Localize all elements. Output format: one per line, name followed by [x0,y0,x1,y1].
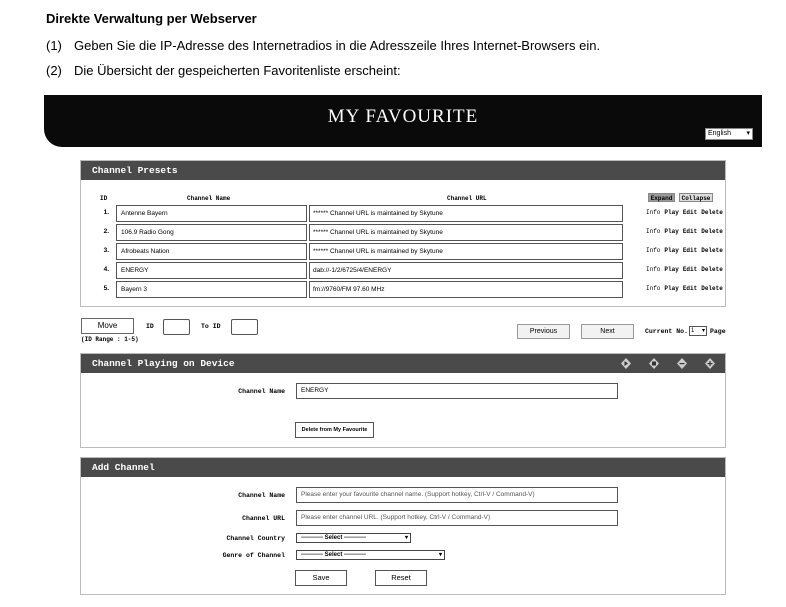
doc-step-2 [46,63,401,78]
preset-row [81,262,725,279]
app-title: MY FAVOURITE [327,106,479,127]
step-number: (2) [46,63,62,78]
delete-link[interactable]: Delete [701,266,723,273]
current-no-label: Current No. [645,328,688,335]
preset-actions [646,247,727,254]
collapse-button[interactable]: Collapse [679,193,713,202]
delete-from-favourite-button[interactable]: Delete from My Favourite [295,422,374,438]
next-button[interactable]: Next [581,324,634,339]
edit-link[interactable]: Edit [682,247,698,254]
channel-name-label: Channel Name [238,388,285,395]
preset-name-field[interactable]: ENERGY [116,262,307,279]
preset-id: 2. [103,228,109,235]
channel-presets-panel [80,160,726,307]
new-channel-url-input[interactable]: Please enter channel URL. (Support hotkey, Ctrl-V / Command-V) [296,510,618,526]
panel-title [81,354,725,373]
page-select[interactable] [689,326,707,336]
chevron-down-icon: ▾ [438,552,442,558]
edit-link[interactable]: Edit [682,285,698,292]
panel-title: Add Channel [81,458,725,477]
edit-link[interactable]: Edit [682,266,698,273]
preset-actions [646,209,727,216]
preset-name-field[interactable]: Antenne Bayern [116,205,307,222]
edit-link[interactable]: Edit [682,209,698,216]
info-link[interactable]: Info [646,247,661,254]
channel-playing-panel [80,353,726,448]
play-icon[interactable] [619,357,633,370]
info-link[interactable]: Info [646,209,661,216]
preset-url-field[interactable]: ****** Channel URL is maintained by Skytune [309,224,623,241]
chevron-down-icon: ▾ [701,328,705,334]
play-link[interactable]: Play [664,228,679,235]
delete-link[interactable]: Delete [701,209,723,216]
move-button[interactable]: Move [81,318,134,334]
from-id-input[interactable] [163,319,190,335]
reset-button[interactable]: Reset [375,570,427,586]
new-channel-name-input[interactable]: Please enter your favourite channel name. (Support hotkey, Ctrl-V / Command-V) [296,487,618,503]
preset-actions [646,266,727,273]
column-header-name: Channel Name [187,195,231,202]
play-link[interactable]: Play [664,209,679,216]
chevron-down-icon: ▾ [746,130,750,137]
delete-link[interactable]: Delete [701,247,723,254]
id-label: ID [146,323,154,330]
preset-id: 3. [103,247,109,254]
id-range-label: (ID Range : 1-5) [81,336,139,343]
play-link[interactable]: Play [664,266,679,273]
save-button[interactable]: Save [295,570,347,586]
preset-url-field[interactable]: fm://9760/FM 97.60 MHz [309,281,623,298]
info-link[interactable]: Info [646,228,661,235]
to-id-input[interactable] [231,319,258,335]
panel-title: Channel Presets [81,161,725,180]
app-header [44,95,762,147]
preset-actions [646,228,727,235]
preset-name-field[interactable]: 106.9 Radio Gong [116,224,307,241]
delete-link[interactable]: Delete [701,285,723,292]
edit-link[interactable]: Edit [682,228,698,235]
page-value: 1 [691,328,695,334]
preset-name-field[interactable]: Bayern 3 [116,281,307,298]
step-number: (1) [46,38,62,53]
preset-row [81,224,725,241]
country-value: ----------- Select ----------- [301,535,366,541]
page-label: Page [710,328,726,335]
language-select[interactable] [705,128,753,140]
play-link[interactable]: Play [664,285,679,292]
volume-down-icon[interactable] [675,357,689,370]
play-link[interactable]: Play [664,247,679,254]
genre-label: Genre of Channel [222,552,285,559]
info-link[interactable]: Info [646,266,661,273]
genre-select[interactable] [296,550,445,560]
genre-value: ----------- Select ----------- [301,552,366,558]
preset-row [81,281,725,298]
channel-name-label: Channel Name [238,492,285,499]
preset-name-field[interactable]: Afrobeats Nation [116,243,307,260]
preset-url-field[interactable]: dab://-1/2/6725/4/ENERGY [309,262,623,279]
playing-channel-name-field[interactable]: ENERGY [296,383,618,399]
language-value: English [708,130,731,137]
preset-id: 5. [103,285,109,292]
column-header-id: ID [100,195,108,202]
preset-row [81,205,725,222]
preset-url-field[interactable]: ****** Channel URL is maintained by Skytune [309,243,623,260]
chevron-down-icon: ▾ [404,535,408,541]
playback-controls [619,357,717,370]
channel-country-select[interactable] [296,533,411,543]
preset-row [81,243,725,260]
add-channel-panel [80,457,726,595]
to-id-label: To ID [201,323,221,330]
expand-button[interactable]: Expand [648,193,675,202]
preset-url-field[interactable]: ****** Channel URL is maintained by Skytune [309,205,623,222]
panel-title-text: Channel Playing on Device [92,358,235,369]
channel-url-label: Channel URL [242,515,285,522]
stop-icon[interactable] [647,357,661,370]
channel-country-label: Channel Country [226,535,285,542]
step-text: Geben Sie die IP-Adresse des Internetradios in die Adresszeile Ihres Internet-Browsers ein. [74,38,601,53]
doc-step-1 [46,38,600,53]
delete-link[interactable]: Delete [701,228,723,235]
step-text: Die Übersicht der gespeicherten Favoritenliste erscheint: [74,63,401,78]
column-header-url: Channel URL [447,195,487,202]
volume-up-icon[interactable] [703,357,717,370]
info-link[interactable]: Info [646,285,661,292]
previous-button[interactable]: Previous [517,324,570,339]
preset-id: 4. [103,266,109,273]
preset-id: 1. [103,209,109,216]
preset-actions [646,285,727,292]
doc-heading: Direkte Verwaltung per Webserver [46,11,257,26]
